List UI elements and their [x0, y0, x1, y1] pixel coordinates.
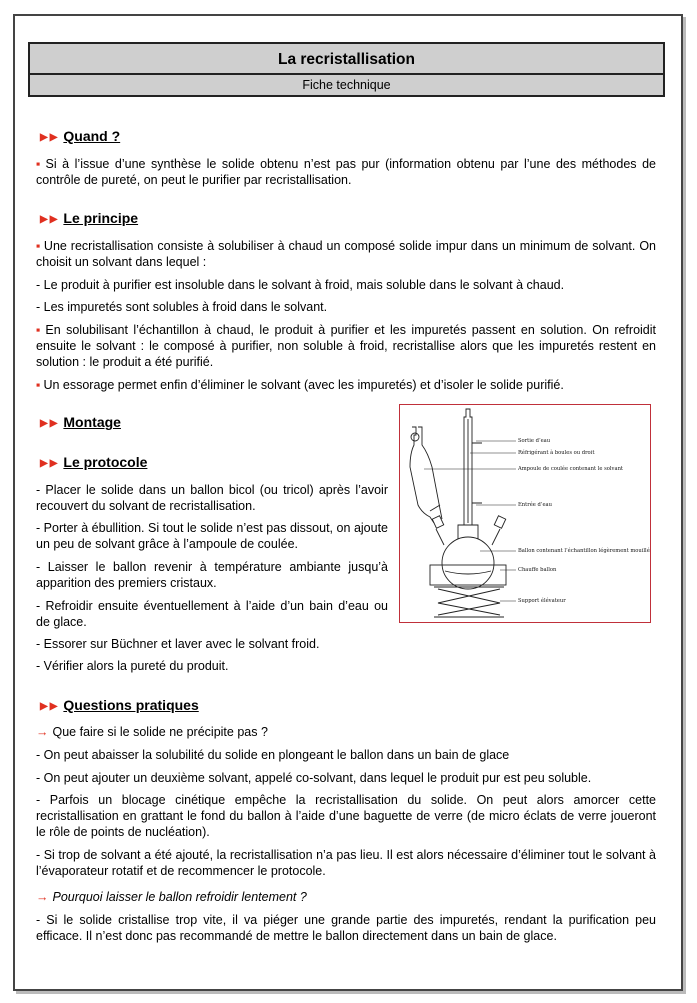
label-ampoule: Ampoule de coulée contenant le solvant: [518, 466, 623, 472]
double-arrow-icon: ▶▶: [40, 458, 60, 469]
double-arrow-icon: ▶▶: [40, 132, 60, 143]
answer-5: - Si le solide cristallise trop vite, il va piéger une grande partie des impuretés, rendant la purification peu efficace. Il n’est donc pas recommandé de mettre le ballon directement dans un bain de glace.: [36, 913, 656, 943]
heading-montage: ▶▶ Montage: [40, 414, 121, 430]
paragraph-principe-5: ▪ Un essorage permet enfin d’éliminer le solvant (avec les impuretés) et d’isoler le solide purifié.: [36, 378, 564, 392]
double-arrow-icon: ▶▶: [40, 418, 60, 429]
double-arrow-icon: ▶▶: [40, 701, 60, 712]
label-support: Support élévateur: [518, 598, 566, 604]
paragraph-quand: ▪ Si à l’issue d’une synthèse le solide obtenu n’est pas pur (information obtenu par l’une des méthodes de contrôle de pureté, on peut le purifier par recristallisation.: [36, 157, 656, 187]
label-refrigerant: Réfrigérant à boules ou droit: [518, 450, 595, 456]
paragraph-principe-1: ▪ Une recristallisation consiste à solubiliser à chaud un composé solide impur dans un minimum de solvant. On choisit un solvant dans lequel :: [36, 239, 657, 269]
double-arrow-icon: ▶▶: [40, 214, 60, 225]
apparatus-figure: [399, 404, 651, 623]
title-box: [28, 42, 665, 97]
right-arrow-icon: →: [36, 725, 49, 739]
protocol-step: - Refroidir ensuite éventuellement à l’aide d’un bain d’eau ou de glace.: [36, 599, 388, 629]
paragraph-principe-4: ▪ En solubilisant l’échantillon à chaud, le produit à purifier et les impuretés passent en solution. On refroidit ensuite le solvant : le composé à purifier, non soluble à froid, recristallise alors que les impuretés restent en solution : le produit a été purifié.: [36, 323, 657, 369]
protocol-step: - Vérifier alors la pureté du produit.: [36, 659, 229, 673]
answer-4: - Si trop de solvant a été ajouté, la recristallisation n’a pas lieu. Il est alors nécessaire d’éliminer tout le solvant à l’évaporateur rotatif et de recommencer le protocole.: [36, 848, 656, 878]
heading-protocole: ▶▶ Le protocole: [40, 454, 148, 470]
page-title: La recristallisation: [30, 44, 663, 75]
question-1: → Que faire si le solide ne précipite pas ?: [36, 725, 268, 739]
protocol-step: - Essorer sur Büchner et laver avec le solvant froid.: [36, 637, 320, 651]
bullet-icon: ▪: [36, 157, 43, 171]
paragraph-principe-2: - Le produit à purifier est insoluble dans le solvant à froid, mais soluble dans le solvant à chaud.: [36, 278, 565, 292]
label-sortie-eau: Sortie d’eau: [518, 438, 551, 444]
right-arrow-icon: →: [36, 890, 49, 904]
heading-principe: ▶▶ Le principe: [40, 210, 139, 226]
bullet-icon: ▪: [36, 323, 43, 337]
protocol-step: - Laisser le ballon revenir à température ambiante jusqu’à apparition des premiers cristaux.: [36, 560, 388, 590]
page-subtitle: Fiche technique: [302, 78, 391, 92]
answer-3: - Parfois un blocage cinétique empêche la recristallisation du solide. On peut alors amorcer cette recristallisation en grattant le fond du ballon à l’aide d’une baguette de verre (de micro éclats de verre joueront le rôle de points de nucléation).: [36, 793, 656, 839]
label-ballon: Ballon contenant l’échantillon légèrement mouillé: [518, 548, 650, 554]
answer-1: - On peut abaisser la solubilité du solide en plongeant le ballon dans un bain de glace: [36, 748, 510, 762]
bullet-icon: ▪: [36, 239, 41, 253]
protocol-step: - Placer le solide dans un ballon bicol (ou tricol) après l’avoir recouvert du solvant de recristallisation.: [36, 483, 388, 513]
question-2: → Pourquoi laisser le ballon refroidir lentement ?: [36, 890, 307, 904]
label-entree-eau: Entrée d’eau: [518, 502, 552, 508]
answer-2: - On peut ajouter un deuxième solvant, appelé co-solvant, dans lequel le produit pur est peu soluble.: [36, 771, 592, 785]
protocol-step: - Porter à ébullition. Si tout le solide n’est pas dissout, on ajoute un peu de solvant grâce à l’ampoule de coulée.: [36, 521, 388, 551]
bullet-icon: ▪: [36, 378, 41, 392]
heading-quand: ▶▶ Quand ?: [40, 128, 121, 144]
label-chauffe-ballon: Chauffe ballon: [518, 567, 557, 573]
heading-questions: ▶▶ Questions pratiques: [40, 697, 199, 713]
paragraph-principe-3: - Les impuretés sont solubles à froid dans le solvant.: [36, 300, 328, 314]
